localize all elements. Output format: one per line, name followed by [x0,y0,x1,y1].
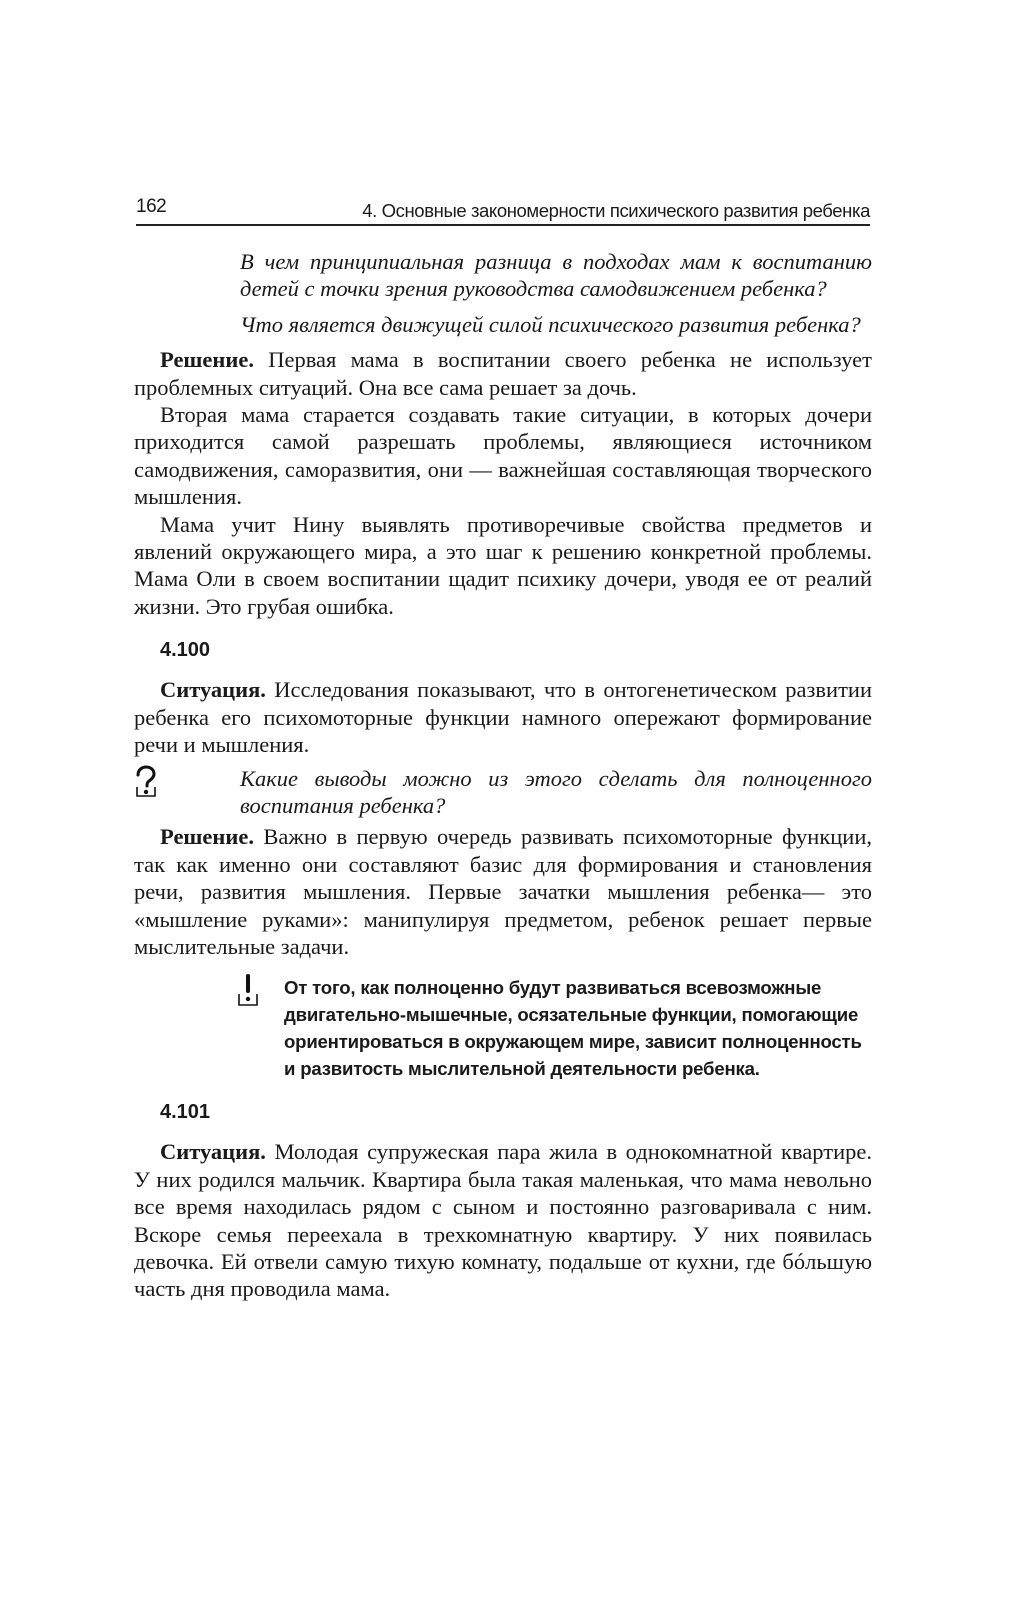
solution-paragraph: Вторая мама старается создавать такие ситуации, в которых дочери приходится самой разрешать проблемы, являющиеся источником самодвижения, саморазвития, они — важнейшая составляющая творческого мышления. [134,402,872,510]
situation-label: Ситуация. [160,677,266,703]
case-number: 4.101 [160,1101,211,1124]
case-question: Какие выводы можно из этого сделать для полноценного воспитания ребенка? [240,765,872,818]
exclamation-icon [236,974,260,1008]
intro-question: В чем принципиальная разница в подходах мам к воспитанию детей с точки зрения руководства самодвижением ребенка? [240,249,872,302]
solution-text: Первая мама в воспитании своего ребенка не использует проблемных ситуаций. Она все сама решает за дочь. [134,347,872,400]
case-number: 4.100 [160,639,211,662]
solution-paragraph [134,823,872,960]
note-row [134,974,872,1082]
question-mark-icon [134,765,158,799]
running-title: 4. Основные закономерности психического развития ребенка [362,200,870,221]
question-row [134,765,872,820]
running-header [136,194,870,226]
situation-text: Молодая супружеская пара жила в однокомнатной квартире. У них родился мальчик. Квартира была такая маленькая, что мама невольно все время находилась рядом с сыном и постоянно разговаривала с ним. Вскоре семья переехала в трехкомнатную квартиру. У них появилась девочка. Ей отвели самую тихую комнату, подальше от кухни, где бóльшую часть дня проводила мама. [134,1139,872,1302]
solution-label: Решение. [160,824,254,850]
situation-paragraph [134,1138,872,1302]
solution-paragraph [134,346,872,401]
situation-text: Исследования показывают, что в онтогенетическом развитии ребенка его психомоторные функции намного опережают формирование речи и мышления. [134,677,872,758]
page-number: 162 [136,196,167,217]
solution-label: Решение. [160,347,254,373]
intro-question: Что является движущей силой психического развития ребенка? [240,311,861,337]
situation-paragraph [134,676,872,758]
note-text: От того, как полноценно будут развиваться всевозможные двигательно-мышечные, осязательные функции, помогающие ориентироваться в окружающем мире, зависит полноценность и развитость мыслительной деятельности ребенка. [284,977,862,1080]
solution-text: Важно в первую очередь развивать психомоторные функции, так как именно они составляют базис для формирования и становления речи, развития мышления. Первые зачатки мышления ребенка— это «мышление руками»: манипулируя предметом, ребенок решает первые мыслительные задачи. [134,824,872,959]
situation-label: Ситуация. [160,1139,266,1165]
intro-questions [240,248,872,338]
page-body [134,248,872,1303]
solution-paragraph: Мама учит Нину выявлять противоречивые свойства предметов и явлений окружающего мира, а это шаг к решению конкретной проблемы. Мама Оли в своем воспитании щадит психику дочери, уводя ее от реалий жизни. Это грубая ошибка. [134,511,872,619]
